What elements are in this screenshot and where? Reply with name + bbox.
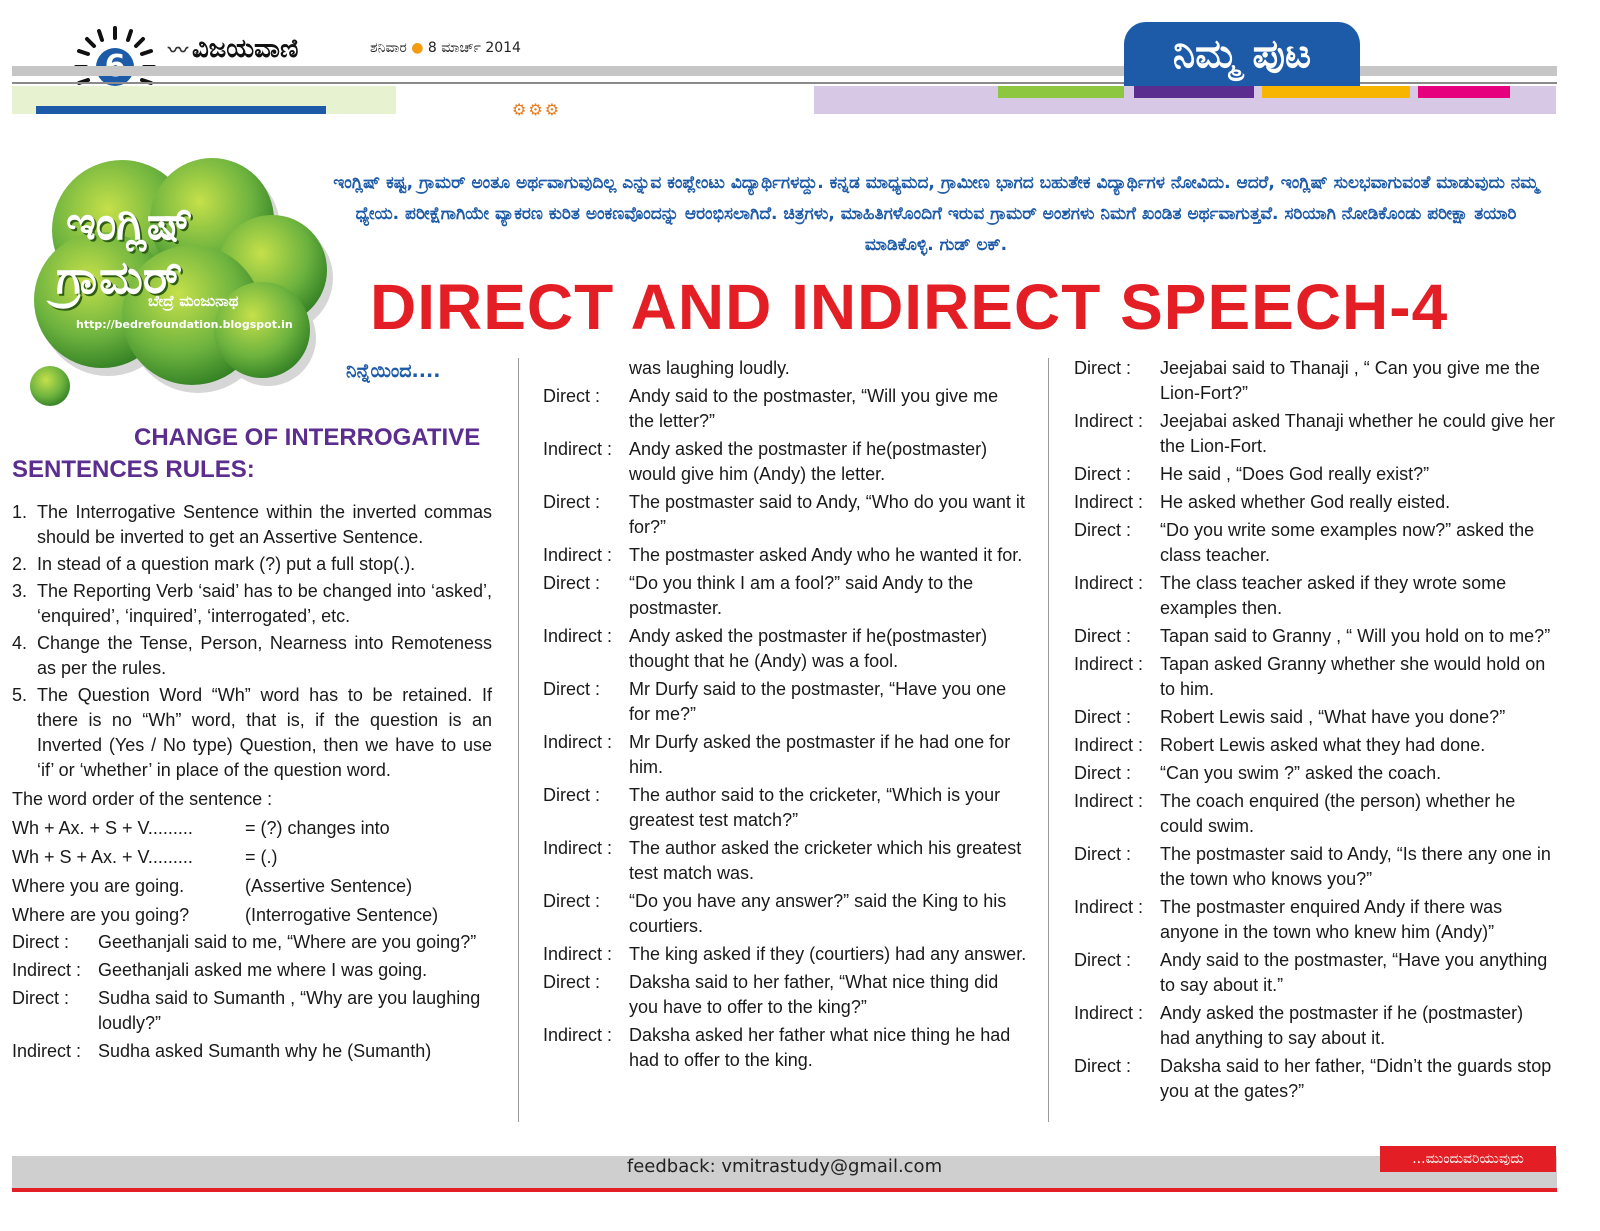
logo-title-line2: ಗ್ರಾಮರ್ <box>56 250 183 304</box>
intro-paragraph: ಇಂಗ್ಲಿಷ್ ಕಷ್ಟ, ಗ್ರಾಮರ್ ಅಂತೂ ಅರ್ಥವಾಗುವುದಿಲ್ಲ ಎನ್ನುವ ಕಂಪ್ಲೇಂಟು ವಿದ್ಯಾರ್ಥಿಗಳದ್ದು. ಕನ್ನಡ ಮಾಧ್ಯಮದ, ಗ್ರಾಮೀಣ ಭಾಗದ ಬಹುತೇಕ ವಿದ್ಯಾರ್ಥಿಗಳ ನೋವಿದು. ಆದರೆ, ಇಂಗ್ಲಿಷ್ ಸುಲಭವಾಗುವಂತೆ ಮಾಡುವುದು ನಮ್ಮ ಧ್ಯೇಯ. ಪರೀಕ್ಷೆಗಾಗಿಯೇ ವ್ಯಾಕರಣ ಕುರಿತ ಅಂಕಣವೊಂದನ್ನು ಆರಂಭಿಸಲಾಗಿದೆ. ಚಿತ್ರಗಳು, ಮಾಹಿತಿಗಳೊಂದಿಗೆ ಇರುವ ಗ್ರಾಮರ್ ಅಂಶಗಳು ನಿಮಗೆ ಖಂಡಿತ ಅರ್ಥವಾಗುತ್ತವೆ. ಸರಿಯಾಗಿ ನೋಡಿಕೊಂಡು ಪರೀಕ್ಷಾ ತಯಾರಿ ಮಾಡಿಕೊಳ್ಳಿ. ಗುಡ್ ಲಕ್. <box>333 173 1539 255</box>
example-pair <box>12 958 492 983</box>
example-text: Tapan said to Granny , “ Will you hold on to me?” <box>1160 626 1551 646</box>
example-text: Daksha asked her father what nice thing he had had to offer to the king. <box>629 1025 1011 1070</box>
rule-number: 5. <box>12 685 28 705</box>
pattern-row <box>12 843 492 872</box>
section-title: ನಿಮ್ಮ ಪುಟ <box>1124 22 1360 86</box>
example-label: Indirect : <box>1074 735 1144 755</box>
example-text: Mr Durfy said to the postmaster, “Have you one for me?” <box>629 679 1007 724</box>
example-label: Indirect : <box>1074 1003 1144 1023</box>
example-pair <box>1074 1001 1556 1051</box>
example-label: Direct : <box>543 573 601 593</box>
example-label: Direct : <box>543 386 601 406</box>
feedback-email: feedback: vmitrastudy@gmail.com <box>626 1156 943 1177</box>
rule-item <box>12 500 492 550</box>
example-pair <box>1074 761 1556 786</box>
example-pair <box>543 543 1028 568</box>
column-3 <box>1074 356 1556 1107</box>
example-text: Robert Lewis asked what they had done. <box>1160 735 1486 755</box>
pattern-right: = (.) <box>245 847 278 867</box>
rules-title-line2: SENTENCES RULES: <box>12 456 255 483</box>
example-pair <box>1074 356 1556 406</box>
example-text: Daksha said to her father, “What nice thing did you have to offer to the king?” <box>629 972 999 1017</box>
example-text: Andy asked the postmaster if he (postmaster) had anything to say about it. <box>1160 1003 1524 1048</box>
example-label: Direct : <box>1074 707 1132 727</box>
example-pair <box>543 384 1028 434</box>
example-pair <box>543 730 1028 780</box>
example-text: The postmaster said to Andy, “Who do you want it for?” <box>629 492 1025 537</box>
color-tab-yellow <box>1262 86 1410 98</box>
example-label: Indirect : <box>1074 411 1144 431</box>
example-text: Robert Lewis said , “What have you done?” <box>1160 707 1506 727</box>
pattern-left: Where are you going? <box>12 905 190 925</box>
example-label: Indirect : <box>1074 897 1144 917</box>
example-label: Indirect : <box>1074 654 1144 674</box>
example-text: He said , “Does God really exist?” <box>1160 464 1430 484</box>
example-text: Tapan asked Granny whether she would hold on to him. <box>1160 654 1546 699</box>
rule-item <box>12 579 492 629</box>
rule-number: 4. <box>12 633 28 653</box>
bird-logo-icon: 〰 <box>168 38 188 62</box>
color-tab-pink <box>1418 86 1510 98</box>
example-pair <box>543 783 1028 833</box>
example-label: Direct : <box>12 988 70 1008</box>
example-pair <box>1074 409 1556 459</box>
date-value: 8 ಮಾರ್ಚ್ 2014 <box>427 40 521 56</box>
rules-title-line1: CHANGE OF INTERROGATIVE <box>134 424 481 451</box>
example-pair <box>1074 462 1556 487</box>
example-label: Indirect : <box>12 1041 82 1061</box>
example-label: Direct : <box>1074 626 1132 646</box>
pattern-row <box>12 872 492 901</box>
example-label: Indirect : <box>543 732 613 752</box>
pattern-right: = (?) changes into <box>245 818 390 838</box>
column-2 <box>543 356 1028 1076</box>
example-label: Indirect : <box>543 838 613 858</box>
example-label: Direct : <box>1074 844 1132 864</box>
example-pair <box>543 437 1028 487</box>
example-label: Direct : <box>1074 464 1132 484</box>
column-1 <box>12 500 492 1067</box>
example-text: The postmaster enquired Andy if there was anyone in the town who knew him (Andy)” <box>1160 897 1503 942</box>
date-day: ಶನಿವಾರ <box>370 40 407 56</box>
pattern-left: Where you are going. <box>12 876 185 896</box>
example-text: Sudha said to Sumanth , “Why are you laughing loudly?” <box>98 988 481 1033</box>
pattern-right: (Assertive Sentence) <box>245 876 413 896</box>
rule-item <box>12 631 492 681</box>
example-label: Direct : <box>543 891 601 911</box>
color-tab-green <box>998 86 1124 98</box>
example-text: He asked whether God really eisted. <box>1160 492 1451 512</box>
headline: DIRECT AND INDIRECT SPEECH-4 <box>370 271 1449 343</box>
example-text: Sudha asked Sumanth why he (Sumanth) <box>98 1041 432 1061</box>
example-text: Andy asked the postmaster if he(postmaster) thought that he (Andy) was a fool. <box>629 626 988 671</box>
pattern-right: (Interrogative Sentence) <box>245 905 439 925</box>
rules-title <box>12 422 492 486</box>
color-tab-purple <box>1134 86 1254 98</box>
example-text: Jeejabai said to Thanaji , “ Can you give me the Lion-Fort?” <box>1160 358 1540 403</box>
example-label: Direct : <box>1074 763 1132 783</box>
example-text: The postmaster said to Andy, “Is there any one in the town who knows you?” <box>1160 844 1551 889</box>
example-label: Direct : <box>1074 950 1132 970</box>
example-pair <box>12 986 492 1036</box>
example-text: Daksha said to her father, “Didn’t the guards stop you at the gates?” <box>1160 1056 1552 1101</box>
example-pair <box>543 970 1028 1020</box>
rule-number: 2. <box>12 554 28 574</box>
example-pair <box>543 490 1028 540</box>
example-pair <box>12 1039 492 1064</box>
example-text: The coach enquired (the person) whether he could swim. <box>1160 791 1516 836</box>
example-pair <box>1074 518 1556 568</box>
rule-item <box>12 683 492 783</box>
example-text: The author asked the cricketer which his greatest test match was. <box>629 838 1022 883</box>
rule-text: The Interrogative Sentence within the inverted commas should be inverted to get an Assertive Sentence. <box>37 502 492 547</box>
example-label: Indirect : <box>1074 791 1144 811</box>
example-pair <box>1074 652 1556 702</box>
example-label: Direct : <box>543 679 601 699</box>
logo-title-line1: ಇಂಗ್ಲಿಷ್ <box>66 196 194 250</box>
example-pair <box>1074 705 1556 730</box>
example-label: Direct : <box>543 492 601 512</box>
pattern-row <box>12 901 492 930</box>
example-text: The postmaster asked Andy who he wanted it for. <box>629 545 1023 565</box>
pattern-left: Wh + Ax. + S + V......... <box>12 818 193 838</box>
issue-date <box>370 40 521 56</box>
example-pair <box>12 930 492 955</box>
rules-list <box>12 500 492 783</box>
example-text: The king asked if they (courtiers) had any answer. <box>629 944 1027 964</box>
example-label: Indirect : <box>543 439 613 459</box>
example-label: Direct : <box>12 932 70 952</box>
logo-title <box>56 196 194 304</box>
example-pair <box>543 836 1028 886</box>
masthead-stripe-blue <box>36 106 326 114</box>
example-pair <box>1074 733 1556 758</box>
example-label: Direct : <box>1074 1056 1132 1076</box>
example-text: The class teacher asked if they wrote some examples then. <box>1160 573 1507 618</box>
example-text: “Can you swim ?” asked the coach. <box>1160 763 1442 783</box>
continued-tag: ...ಮುಂದುವರಿಯುವುದು <box>1380 1146 1556 1172</box>
example-pair <box>543 1023 1028 1073</box>
column-divider <box>1048 358 1049 1122</box>
example-pair <box>543 889 1028 939</box>
example-pair <box>1074 948 1556 998</box>
example-text: “Do you think I am a fool?” said Andy to the postmaster. <box>629 573 974 618</box>
example-label: Indirect : <box>543 944 613 964</box>
example-pair <box>1074 1054 1556 1104</box>
example-text: Mr Durfy asked the postmaster if he had one for him. <box>629 732 1011 777</box>
column-divider <box>518 358 519 1122</box>
rule-number: 1. <box>12 502 28 522</box>
rule-item <box>12 552 492 577</box>
brand-name: ವಿಜಯವಾಣಿ <box>192 34 299 64</box>
example-text: Andy asked the postmaster if he(postmaster) would give him (Andy) the letter. <box>629 439 988 484</box>
pattern-row <box>12 814 492 843</box>
example-label: Direct : <box>1074 520 1132 540</box>
rule-text: The Reporting Verb ‘said’ has to be changed into ‘asked’, ‘enquired’, ‘inquired’, ‘interrogated’, etc. <box>37 581 492 626</box>
example-text: Jeejabai asked Thanaji whether he could give her the Lion-Fort. <box>1160 411 1555 456</box>
example-text: “Do you have any answer?” said the King to his courtiers. <box>629 891 1007 936</box>
example-text: Andy said to the postmaster, “Have you anything to say about it.” <box>1160 950 1548 995</box>
date-dot-icon: ● <box>411 40 424 56</box>
example-label: Indirect : <box>1074 573 1144 593</box>
example-pair <box>1074 490 1556 515</box>
example-text: Geethanjali asked me where I was going. <box>98 960 428 980</box>
rule-text: In stead of a question mark (?) put a full stop(.). <box>37 554 416 574</box>
rule-number: 3. <box>12 581 28 601</box>
rule-text: The Question Word “Wh” word has to be retained. If there is no “Wh” word, that is, if the question is an Inverted (Yes / No type) Question, then we have to use ‘if’ or ‘whether’ in place of the question word. <box>37 685 492 780</box>
example-pair <box>543 624 1028 674</box>
pattern-left: Wh + S + Ax. + V......... <box>12 847 193 867</box>
example-text: The author said to the cricketer, “Which is your greatest test match?” <box>629 785 1001 830</box>
example-pair <box>543 571 1028 621</box>
example-pair <box>1074 842 1556 892</box>
footer-red-line <box>12 1188 1557 1192</box>
rule-text: Change the Tense, Person, Nearness into Remoteness as per the rules. <box>37 633 492 678</box>
logo-url: http://bedrefoundation.blogspot.in <box>76 318 293 331</box>
word-order-label: The word order of the sentence : <box>12 789 273 809</box>
example-pair <box>1074 624 1556 649</box>
example-label: Indirect : <box>543 1025 613 1045</box>
example-label: Indirect : <box>12 960 82 980</box>
example-text: Andy said to the postmaster, “Will you give me the letter?” <box>629 386 999 431</box>
continuation-text: was laughing loudly. <box>629 358 790 378</box>
example-label: Indirect : <box>543 545 613 565</box>
newspaper-brand <box>168 34 298 65</box>
example-text: “Do you write some examples now?” asked the class teacher. <box>1160 520 1535 565</box>
example-label: Indirect : <box>1074 492 1144 512</box>
example-label: Direct : <box>1074 358 1132 378</box>
example-text: Geethanjali said to me, “Where are you going?” <box>98 932 477 952</box>
example-pair <box>1074 895 1556 945</box>
continued-from-label: ನಿನ್ನೆಯಿಂದ.... <box>346 360 441 382</box>
example-pair <box>1074 571 1556 621</box>
example-pair <box>1074 789 1556 839</box>
logo-author: ಬೇದ್ರೆ ಮಂಜುನಾಥ <box>148 292 239 310</box>
example-label: Indirect : <box>543 626 613 646</box>
gears-icon: ⚙⚙⚙ <box>512 100 562 119</box>
example-label: Direct : <box>543 972 601 992</box>
example-label: Direct : <box>543 785 601 805</box>
example-pair <box>543 942 1028 967</box>
example-pair <box>543 677 1028 727</box>
